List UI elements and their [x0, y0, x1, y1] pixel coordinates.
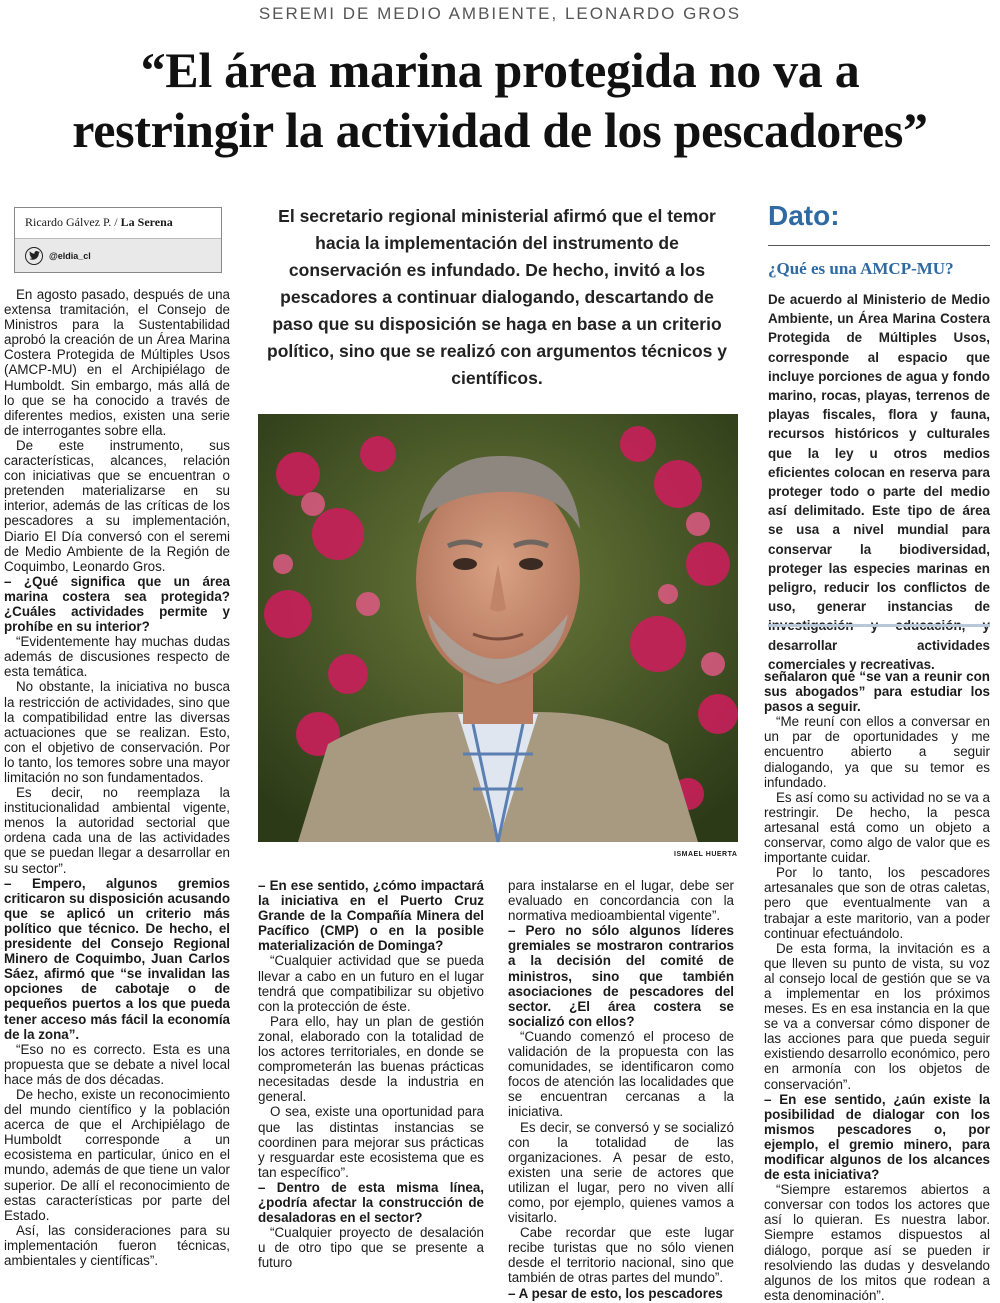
interview-question: – A pesar de esto, los pescadores: [508, 1285, 723, 1301]
article-paragraph: Es decir, no reemplaza la institucionalidad ambiental vigente, menos la autoridad sectorial que ordena cada una de las actividades que se puedan llegar a desarrollar en su sector”.: [4, 785, 230, 876]
article-paragraph: “Siempre estaremos abiertos a conversar con todos los actores que así lo quieran. Es nuestra labor. Siempre estamos dispuestos al diálogo, porque así se pueden ir resolviendo las dudas y desvelando algunos de los mitos que rodean a esta denominación”.: [764, 1182, 990, 1303]
headline-line-1: “El área marina protegida no va a: [140, 42, 860, 98]
twitter-handle[interactable]: @eldia_cl: [49, 250, 91, 261]
article-paragraph: “Evidentemente hay muchas dudas además de discusiones respecto de esta temática.: [4, 634, 230, 680]
author-city: La Serena: [120, 215, 173, 229]
article-column-3: [508, 878, 734, 1301]
interview-question: – En ese sentido, ¿cómo impactará la iniciativa en el Puerto Cruz Grande de la Compañía Minera del Pacífico (CMP) o en la posible materialización de Dominga?: [258, 878, 484, 954]
article-paragraph: Es así como su actividad no se va a restringir. De hecho, la pesca artesanal está como un objeto a conservar, como algo de valor que es importante cuidar.: [764, 789, 990, 866]
article-paragraph: “Cualquier actividad que se pueda llevar a cabo en un futuro en el lugar tendrá que compatibilizar su objetivo con la protección de éste.: [258, 953, 484, 1014]
article-paragraph: Es decir, se conversó y se socializó con la totalidad de las organizaciones. A pesar de esto, existen una serie de actores que utilizan el lugar, pero no viven allí como, por ejemplo, quienes vamos a visitarlo.: [508, 1119, 734, 1226]
interview-question: – Pero no sólo algunos líderes gremiales se mostraron contrarios a la decisión del comité de ministros, sino que también asociaciones de pescadores del sector. ¿El área costera se socializó con ellos?: [508, 923, 734, 1029]
article-paragraph: “Cualquier proyecto de desalación u de otro tipo que se presente a futuro: [258, 1225, 484, 1271]
byline-social-row: [15, 239, 221, 272]
article-paragraph: Así, las consideraciones para su implementación fueron técnicas, ambientales y científicas”.: [4, 1222, 230, 1268]
dato-question: ¿Qué es una AMCP-MU?: [768, 259, 954, 278]
article-column-2: [258, 878, 484, 1270]
article-paragraph: O sea, existe una oportunidad para que las distintas instancias se coordinen para mejorar sus prácticas y resguardar este ecosistema que es tan específico”.: [258, 1104, 484, 1180]
article-paragraph: “Cuando comenzó el proceso de validación de la propuesta con las comunidades, se identificaron como focos de atención las localidades que se encuentran cercanas a la iniciativa.: [508, 1028, 734, 1120]
photo-credit: ISMAEL HUERTA: [674, 851, 738, 858]
lead-paragraph: El secretario regional ministerial afirmó que el temor hacia la implementación del instrumento de conservación es infundado. De hecho, invitó a los pescadores a continuar dialogando, descartando de paso que su disposición se haga en base a un criterio político, sino que se realizó con argumentos técnicos y científicos.: [267, 206, 727, 388]
article-paragraph: Cabe recordar que este lugar recibe turistas que no sólo vienen desde el territorio nacional, sino que también de otras partes del mundo”.: [508, 1225, 734, 1286]
kicker: SEREMI DE MEDIO AMBIENTE, LEONARDO GROS: [258, 4, 742, 23]
interview-question: – Dentro de esta misma línea, ¿podría afectar la construcción de desaladoras en el sector?: [258, 1179, 484, 1226]
article-paragraph: De este instrumento, sus características, alcances, relación con iniciativas que se encuentran o pretenden materializarse en su interior, además de las críticas de los pescadores a su implementación, Diario El Día conversó con el seremi de Medio Ambiente de la Región de Coquimbo, Leonardo Gros.: [4, 437, 230, 574]
article-paragraph: En agosto pasado, después de una extensa tramitación, el Consejo de Ministros para la Sustentabilidad aprobó la creación de un Área Marina Costera Protegida de Múltiples Usos (AMCP-MU) en el Archipiélago de Humboldt. Sin embargo, más allá de lo que se ha conocido a través de diferentes medios, existen una serie de interrogantes sobre ella.: [4, 287, 230, 438]
article-column-4: [764, 669, 990, 1303]
interview-question: – ¿Qué significa que un área marina costera sea protegida? ¿Cuáles actividades permite y prohíbe en su interior?: [4, 573, 230, 635]
byline-author-row: [15, 208, 221, 239]
article-paragraph: Para ello, hay un plan de gestión zonal, elaborado con la totalidad de los actores territoriales, en donde se comprometerán las buenas prácticas necesitadas desde la industria en general.: [258, 1013, 484, 1105]
portrait-illustration: [258, 414, 738, 842]
twitter-bird-glyph: [29, 251, 40, 260]
interview-question: señalaron que “se van a reunir con sus abogados” para estudiar los pasos a seguir.: [764, 669, 990, 715]
dato-divider: [768, 245, 990, 246]
article-paragraph: No obstante, la iniciativa no busca la restricción de actividades, sino que la compatibilidad entre las diversas actuaciones que se realizan. Esto, con el objetivo de conservación. Por lo tanto, los temores sobre una mayor limitación no son fundamentados.: [4, 679, 230, 785]
article-paragraph: De esta forma, la invitación es a que lleven su punto de vista, su voz al consejo local de gestión que se va a implementar en los próximos meses. Es en esa instancia en la que se va a conversar cómo disponer de las acciones para que pueda seguir existiendo desarrollo económico, pero en armonía con los objetos de conservación”.: [764, 940, 990, 1092]
article-paragraph: Por lo tanto, los pescadores artesanales que son de otras caletas, pero que eventualmente van a trabajar a este maritorio, van a poder continuar efectuándolo.: [764, 865, 990, 941]
dato-bottom-rule: [768, 624, 990, 627]
interview-question: – Empero, algunos gremios criticaron su disposición acusando que se aplicó un criterio más político que técnico. De hecho, el presidente del Consejo Regional Minero de Coquimbo, Juan Carlos Sáez, afirmó que “se invalidan las opciones de cabotaje o de pequeños puertos a los que pueda tener acceso más fácil la economía de la zona”.: [4, 875, 230, 1042]
headline: [0, 40, 1000, 160]
article-column-1: [4, 287, 230, 1268]
byline-box: [14, 207, 222, 273]
dato-title: Dato:: [768, 200, 840, 231]
headline-line-2: restringir la actividad de los pescadores”: [72, 102, 928, 158]
article-paragraph: “Me reuní con ellos a conversar en un par de oportunidades y me encuentro abierto a seguir dialogando, ya que su temor es infundado.: [764, 714, 990, 790]
article-paragraph: De hecho, existe un reconocimiento del mundo científico y la población acerca de que el Archipiélago de Humboldt corresponde a un ecosistema en particular, único en el mundo, además de que tiene un valor superior. De allí el reconocimiento de estas características por parte del Estado.: [4, 1086, 230, 1223]
article-paragraph: “Eso no es correcto. Esta es una propuesta que se debate a nivel local hace más de dos décadas.: [4, 1041, 230, 1087]
article-paragraph: para instalarse en el lugar, debe ser evaluado en concordancia con la normativa medioambiental vigente”.: [508, 878, 734, 924]
interview-question: – En ese sentido, ¿aún existe la posibilidad de dialogar con los mismos pescadores o, por ejemplo, el gremio minero, para modificar algunos de los alcances de esta iniciativa?: [764, 1091, 990, 1183]
portrait-photo: [258, 414, 738, 842]
twitter-icon[interactable]: [25, 247, 43, 265]
dato-body: De acuerdo al Ministerio de Medio Ambiente, un Área Marina Costera Protegida de Múltiples Usos, corresponde al espacio que incluye porciones de agua y fondo marino, rocas, playas, terrenos de playas fiscales, flora y fauna, recursos históricos y culturales que la ley u otros medios eficientes colocan en reserva para proteger todo o parte del medio así delimitado. Este tipo de área se usa a nivel mundial para conservar la biodiversidad, proteger las especies marinas en peligro, reducir los conflictos de uso, generar instancias de investigación y educación, y desarrollar actividades comerciales y recreativas.: [768, 292, 990, 672]
author-name: Ricardo Gálvez P. /: [25, 215, 118, 229]
